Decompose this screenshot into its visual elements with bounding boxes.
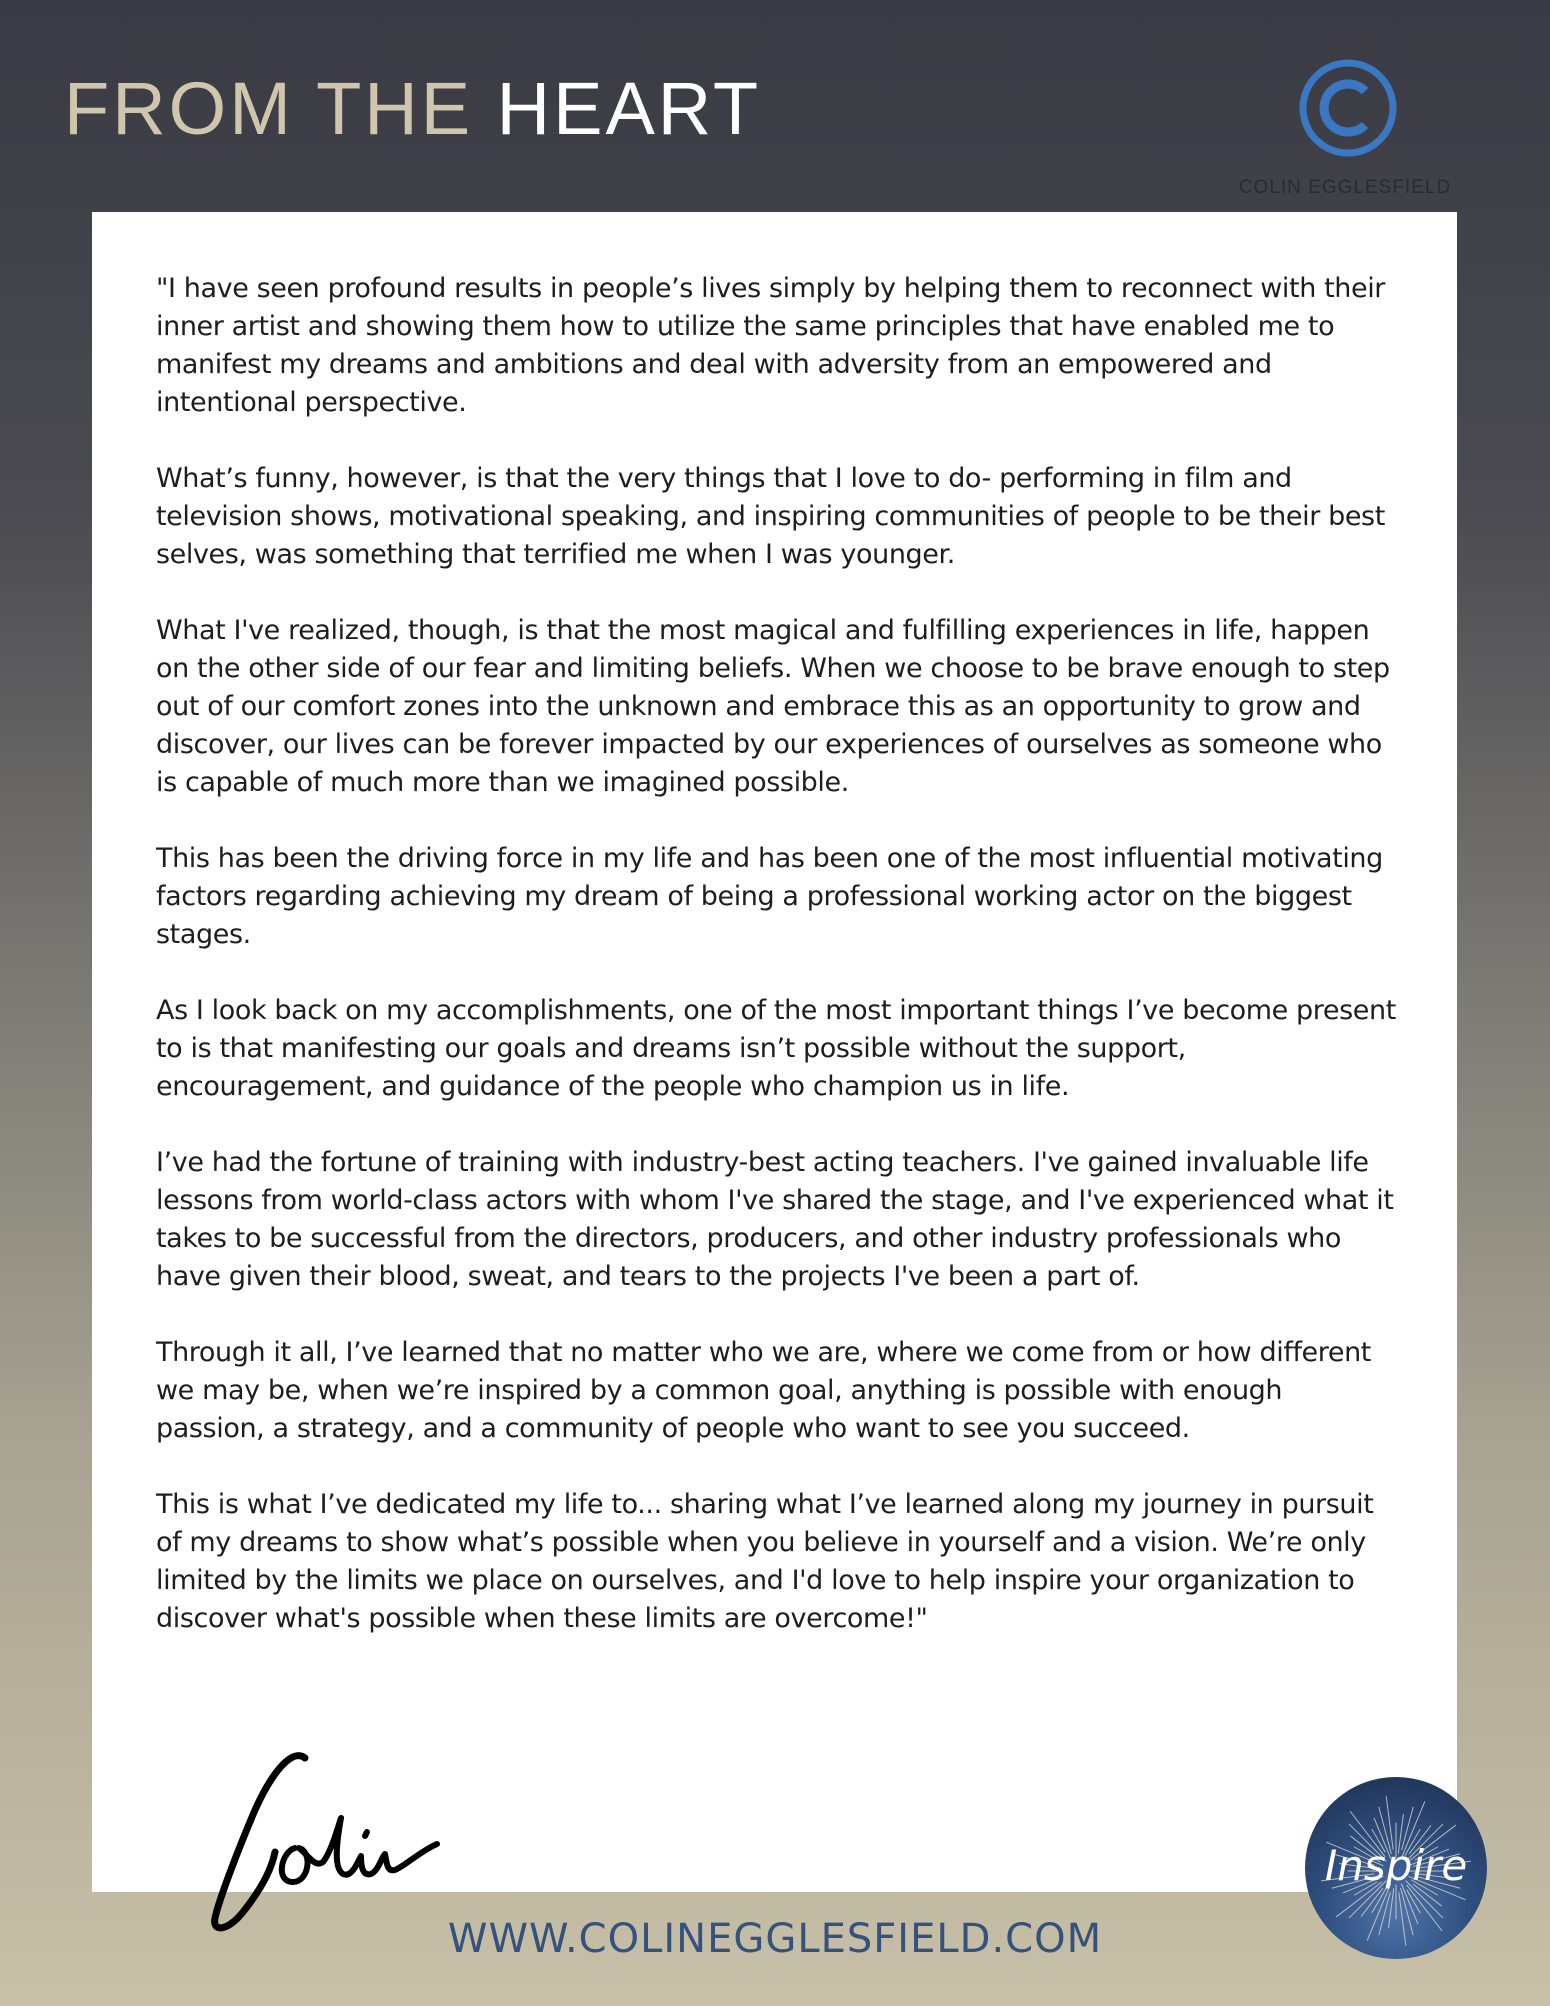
- letter-paragraph: This has been the driving force in my life and has been one of the most influential motivating factors regarding achieving my dream of being a professional working actor on the biggest stages.: [156, 843, 1383, 950]
- letter-paragraph: "I have seen profound results in people’s lives simply by helping them to reconnect with their inner artist and showing them how to utilize the same principles that have enabled me to manifest my dreams and ambitions and deal with adversity from an empowered and intentional perspective.: [156, 273, 1386, 418]
- letter-paragraph: As I look back on my accomplishments, one of the most important things I’ve become present to is that manifesting our goals and dreams isn’t possible without the support, encouragement, and guidance of the people who champion us in life.: [156, 995, 1396, 1102]
- website-link[interactable]: WWW.COLINEGGLESFIELD.COM: [447, 1916, 1103, 1962]
- inspire-text: Inspire: [1324, 1841, 1468, 1890]
- letter-paragraph: This is what I’ve dedicated my life to... sharing what I’ve learned along my journey in pursuit of my dreams to show what’s possible when you believe in yourself and a vision. We’re only limited by the limits we place on ourselves, and I'd love to help inspire your organization to discover what's possible when these limits are overcome!": [156, 1489, 1374, 1634]
- logo-name: COLIN EGGLESFIELD: [1238, 177, 1452, 198]
- letter-paragraph: Through it all, I’ve learned that no matter who we are, where we come from or how different we may be, when we’re inspired by a common goal, anything is possible with enough passion, a strategy, and a community of people who want to see you succeed.: [156, 1337, 1371, 1444]
- letter-paragraph: What’s funny, however, is that the very things that I love to do- performing in film and television shows, motivational speaking, and inspiring communities of people to be their best selves, was something that terrified me when I was younger.: [156, 463, 1385, 570]
- signature: [205, 1740, 445, 1935]
- logo: [1225, 58, 1465, 203]
- letter-body: [156, 270, 1397, 1638]
- title-part-from-the: FROM THE: [64, 67, 474, 150]
- title-part-heart: HEART: [496, 67, 762, 150]
- letter-card: [92, 212, 1457, 1892]
- page-title: [64, 67, 762, 150]
- letter-paragraph: What I've realized, though, is that the most magical and fulfilling experiences in life, happen on the other side of our fear and limiting beliefs. When we choose to be brave enough to step out of our comfort zones into the unknown and embrace this as an opportunity to grow and discover, our lives can be forever impacted by our experiences of ourselves as someone who is capable of much more than we imagined possible.: [156, 615, 1390, 798]
- letter-paragraph: I’ve had the fortune of training with industry-best acting teachers. I've gained invaluable life lessons from world-class actors with whom I've shared the stage, and I've experienced what it takes to be successful from the directors, producers, and other industry professionals who have given their blood, sweat, and tears to the projects I've been a part of.: [156, 1147, 1394, 1292]
- copyright-c-icon: [1298, 58, 1398, 158]
- inspire-badge: [1305, 1777, 1487, 1959]
